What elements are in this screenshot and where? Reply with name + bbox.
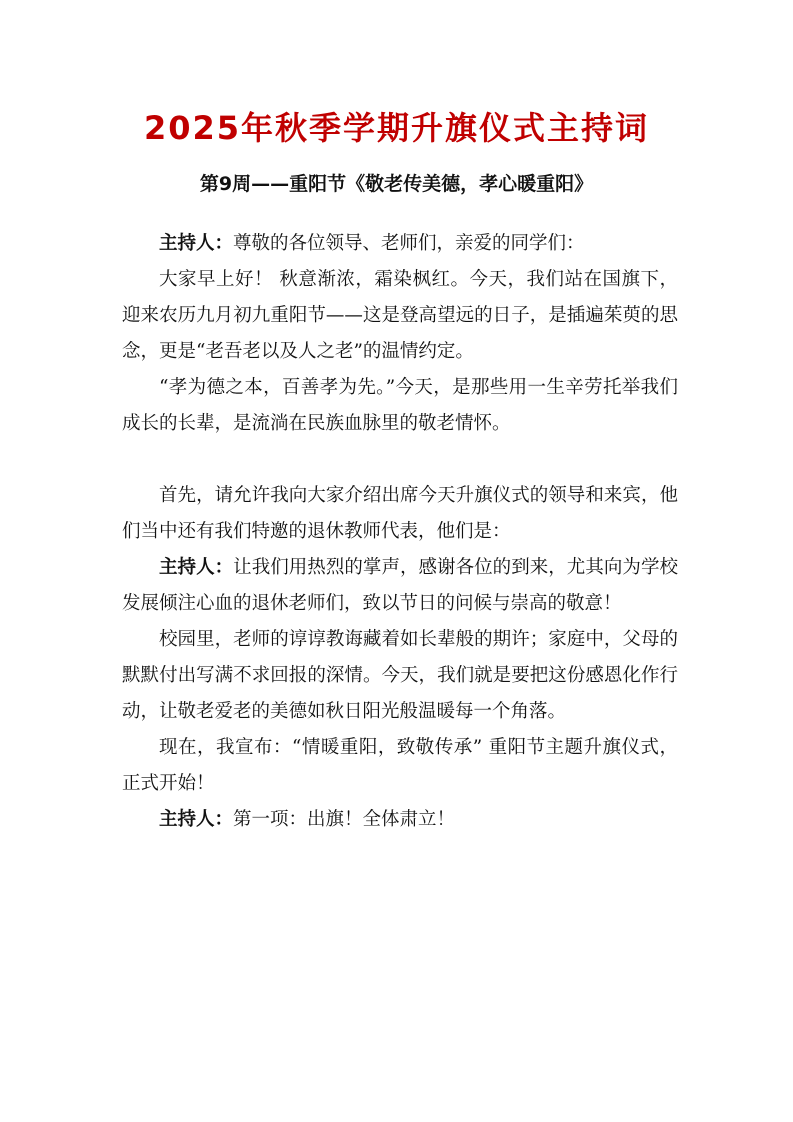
- document-body: [122, 226, 678, 838]
- page-subtitle: 第9周——重阳节《敬老传美德，孝心暖重阳》: [199, 173, 594, 195]
- paragraph-text: 第一项：出旗！全体肃立！: [233, 809, 456, 830]
- paragraph-applause: [122, 550, 678, 622]
- paragraph-greeting: [122, 226, 678, 262]
- paragraph-announcement: 现在，我宣布：“情暖重阳，致敬传承” 重阳节主题升旗仪式，正式开始！: [122, 737, 678, 794]
- speaker-label: 主持人：: [159, 233, 234, 254]
- page-title: 2025年秋季学期升旗仪式主持词: [143, 109, 650, 147]
- paragraph-text: 尊敬的各位领导、老师们，亲爱的同学们：: [233, 233, 585, 254]
- paragraph-first-item: [122, 802, 678, 838]
- paragraph-opening: 大家早上好！ 秋意渐浓，霜染枫红。今天，我们站在国旗下，迎来农历九月初九重阳节——这是登高望远的日子，是插遍茱萸的思念，更是“老吾老以及人之老”的温情约定。: [122, 269, 678, 362]
- paragraph-filial-piety: “孝为德之本，百善孝为先。”今天，是那些用一生辛劳托举我们成长的长辈，是流淌在民族血脉里的敬老情怀。: [122, 377, 678, 434]
- paragraph-campus-family: 校园里，老师的谆谆教诲藏着如长辈般的期许；家庭中，父母的默默付出写满不求回报的深情。今天，我们就是要把这份感恩化作行动，让敬老爱老的美德如秋日阳光般温暖每一个角落。: [122, 629, 678, 722]
- speaker-label: 主持人：: [159, 809, 234, 830]
- paragraph-guests-intro: 首先，请允许我向大家介绍出席今天升旗仪式的领导和来宾，他们当中还有我们特邀的退休教师代表，他们是：: [122, 485, 678, 542]
- speaker-label: 主持人：: [159, 557, 234, 578]
- paragraph-text: 让我们用热烈的掌声，感谢各位的到来，尤其向为学校发展倾注心血的退休老师们，致以节日的问候与崇高的敬意！: [122, 557, 678, 614]
- paragraph-spacer: [122, 442, 678, 478]
